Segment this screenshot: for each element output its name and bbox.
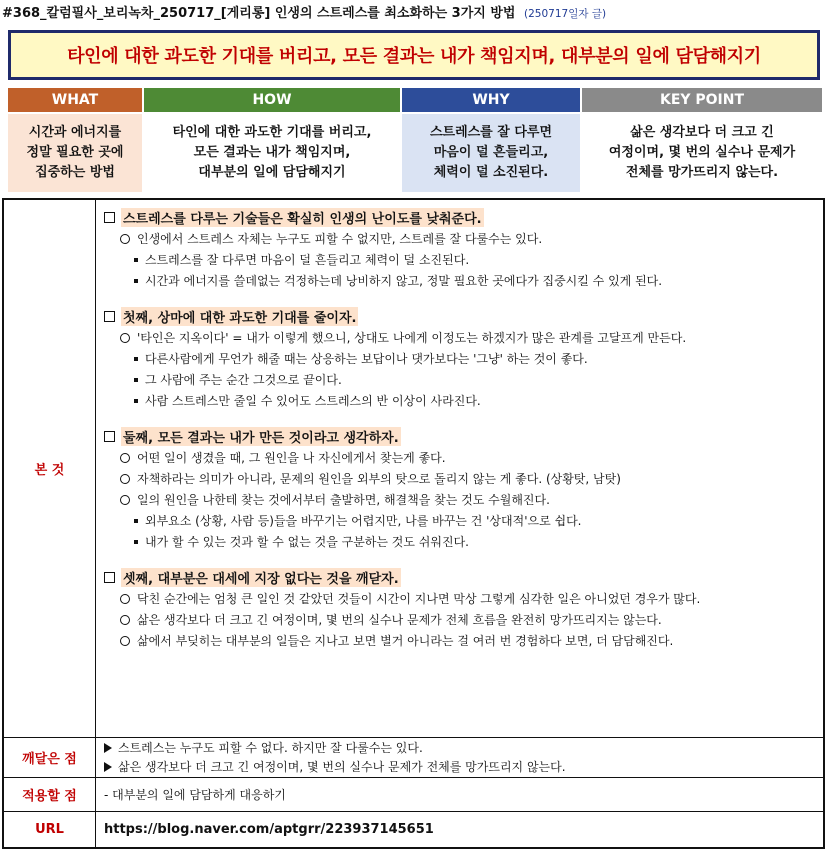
square-bullet-icon [134,357,138,361]
list-item-text: 시간과 에너지를 쓸데없는 걱정하는데 낭비하지 않고, 정말 필요한 곳에다가 집중시킬 수 있게 된다. [145,274,663,288]
list-item [104,270,823,291]
list-item-text: 닥친 순간에는 엄청 큰 일인 것 같았던 것들이 시간이 지나면 막상 그렇게 심각한 일은 아니었던 경우가 많다. [137,592,701,606]
section-title-text: 셋째, 대부분은 대세에 지장 없다는 것을 깨닫자. [121,568,401,587]
row-url [4,812,823,847]
list-item-text: 스트레스를 잘 다루면 마음이 덜 흔들리고 체력이 덜 소진된다. [145,253,470,267]
list-item-text: 그 사람에 주는 순간 그것으로 끝이다. [145,373,342,387]
checkbox-square-icon [104,212,115,223]
row-label-seen: 본 것 [4,200,96,737]
section-title [104,566,823,588]
list-item-text: 사람 스트레스만 줄일 수 있어도 스트레스의 반 이상이 사라진다. [145,394,481,408]
row-apply [4,778,823,812]
summary-head-what: WHAT [8,88,142,112]
row-realized [4,738,823,778]
realized-line [104,757,823,776]
url-link[interactable]: https://blog.naver.com/aptgrr/223937145651 [104,822,434,837]
circle-bullet-icon [120,495,130,505]
list-item [104,348,823,369]
list-item-text: 다른사람에게 무언가 해줄 때는 상응하는 보답이나 댓가보다는 '그냥' 하는 것이 좋다. [145,352,588,366]
list-item [104,510,823,531]
summary-col-how [144,88,400,192]
circle-bullet-icon [120,234,130,244]
list-item [104,447,823,468]
list-item [104,390,823,411]
summary-grid [8,88,820,192]
circle-bullet-icon [120,615,130,625]
header-text: #368_칼럼필사_보리녹차_250717_[게리롱] 인생의 스트레스를 최소화하는 3가지 방법 [2,6,516,21]
circle-bullet-icon [120,333,130,343]
list-item-text: 어떤 일이 생겼을 때, 그 원인을 나 자신에게서 찾는게 좋다. [137,451,446,465]
square-bullet-icon [134,519,138,523]
url-content [96,812,823,847]
title-banner [8,30,820,80]
checkbox-square-icon [104,572,115,583]
list-item-text: 일의 원인을 나한테 찾는 것에서부터 출발하면, 해결책을 찾는 것도 수월해진다. [137,493,550,507]
square-bullet-icon [134,279,138,283]
checkbox-square-icon [104,431,115,442]
summary-head-key: KEY POINT [582,88,822,112]
list-item-text: 자책하라는 의미가 아니라, 문제의 원인을 외부의 탓으로 돌리지 않는 게 좋다. (상황탓, 남탓) [137,472,621,486]
summary-body-key: 삶은 생각보다 더 크고 긴 여정이며, 몇 번의 실수나 문제가 전체를 망가뜨리지 않는다. [582,114,822,192]
notes-table [2,198,825,849]
circle-bullet-icon [120,636,130,646]
list-item [104,249,823,270]
realized-text: 스트레스는 누구도 피할 수 없다. 하지만 잘 다룰수는 있다. [118,741,423,755]
section-title [104,206,823,228]
list-item-text: 삶에서 부딪히는 대부분의 일들은 지나고 보면 별거 아니라는 걸 여러 번 경험하다 보면, 더 담담해진다. [137,634,674,648]
checkbox-square-icon [104,311,115,322]
apply-content [96,778,823,811]
document-header [2,2,825,24]
list-item-text: 외부요소 (상황, 사람 등)들을 바꾸기는 어렵지만, 나를 바꾸는 건 '상대적'으로 쉽다. [145,514,582,528]
square-bullet-icon [134,399,138,403]
page-title: 타인에 대한 과도한 기대를 버리고, 모든 결과는 내가 책임지며, 대부분의 일에 담담해지기 [67,46,761,67]
list-item [104,630,823,651]
summary-body-why: 스트레스를 잘 다루면 마음이 덜 흔들리고, 체력이 덜 소진된다. [402,114,580,192]
apply-text: - 대부분의 일에 담담하게 대응하기 [104,788,286,802]
row-label-realized: 깨달은 점 [4,738,96,777]
list-item [104,588,823,609]
list-item [104,489,823,510]
list-item-text: 내가 할 수 있는 것과 할 수 없는 것을 구분하는 것도 쉬워진다. [145,535,469,549]
seen-content [96,200,823,737]
list-item [104,327,823,348]
list-item-text: 인생에서 스트레스 자체는 누구도 피할 수 없지만, 스트레를 잘 다룰수는 있다. [137,232,543,246]
list-item-text: '타인은 지옥이다' = 내가 이렇게 했으니, 상대도 나에게 이정도는 하겠지가 많은 관계를 고달프게 만든다. [137,331,687,345]
circle-bullet-icon [120,453,130,463]
section-title-text: 스트레스를 다루는 기술들은 확실히 인생의 난이도를 낮춰준다. [121,208,484,227]
summary-head-how: HOW [144,88,400,112]
summary-head-why: WHY [402,88,580,112]
realized-content [96,738,823,777]
list-item [104,369,823,390]
list-item-text: 삶은 생각보다 더 크고 긴 여정이며, 몇 번의 실수나 문제가 전체 흐름을 완전히 망가뜨리지는 않는다. [137,613,662,627]
square-bullet-icon [134,378,138,382]
summary-body-how: 타인에 대한 과도한 기대를 버리고, 모든 결과는 내가 책임지며, 대부분의 일에 담담해지기 [144,114,400,192]
summary-col-key [582,88,822,192]
square-bullet-icon [134,258,138,262]
circle-bullet-icon [120,474,130,484]
section-title-text: 첫째, 상마에 대한 과도한 기대를 줄이자. [121,307,358,326]
realized-line [104,738,823,757]
list-item [104,531,823,552]
list-item [104,468,823,489]
summary-col-what [8,88,142,192]
list-item [104,609,823,630]
square-bullet-icon [134,540,138,544]
section-title [104,305,823,327]
section-title [104,425,823,447]
list-item [104,228,823,249]
triangle-icon [104,762,112,772]
summary-body-what: 시간과 에너지를 정말 필요한 곳에 집중하는 방법 [8,114,142,192]
summary-col-why [402,88,580,192]
circle-bullet-icon [120,594,130,604]
row-label-apply: 적용할 점 [4,778,96,811]
realized-text: 삶은 생각보다 더 크고 긴 여정이며, 몇 번의 실수나 문제가 전체를 망가뜨리지 않는다. [118,760,566,774]
triangle-icon [104,743,112,753]
header-date: (250717일자 글) [524,8,607,20]
section-title-text: 둘째, 모든 결과는 내가 만든 것이라고 생각하자. [121,427,401,446]
row-seen [4,200,823,738]
row-label-url: URL [4,812,96,847]
